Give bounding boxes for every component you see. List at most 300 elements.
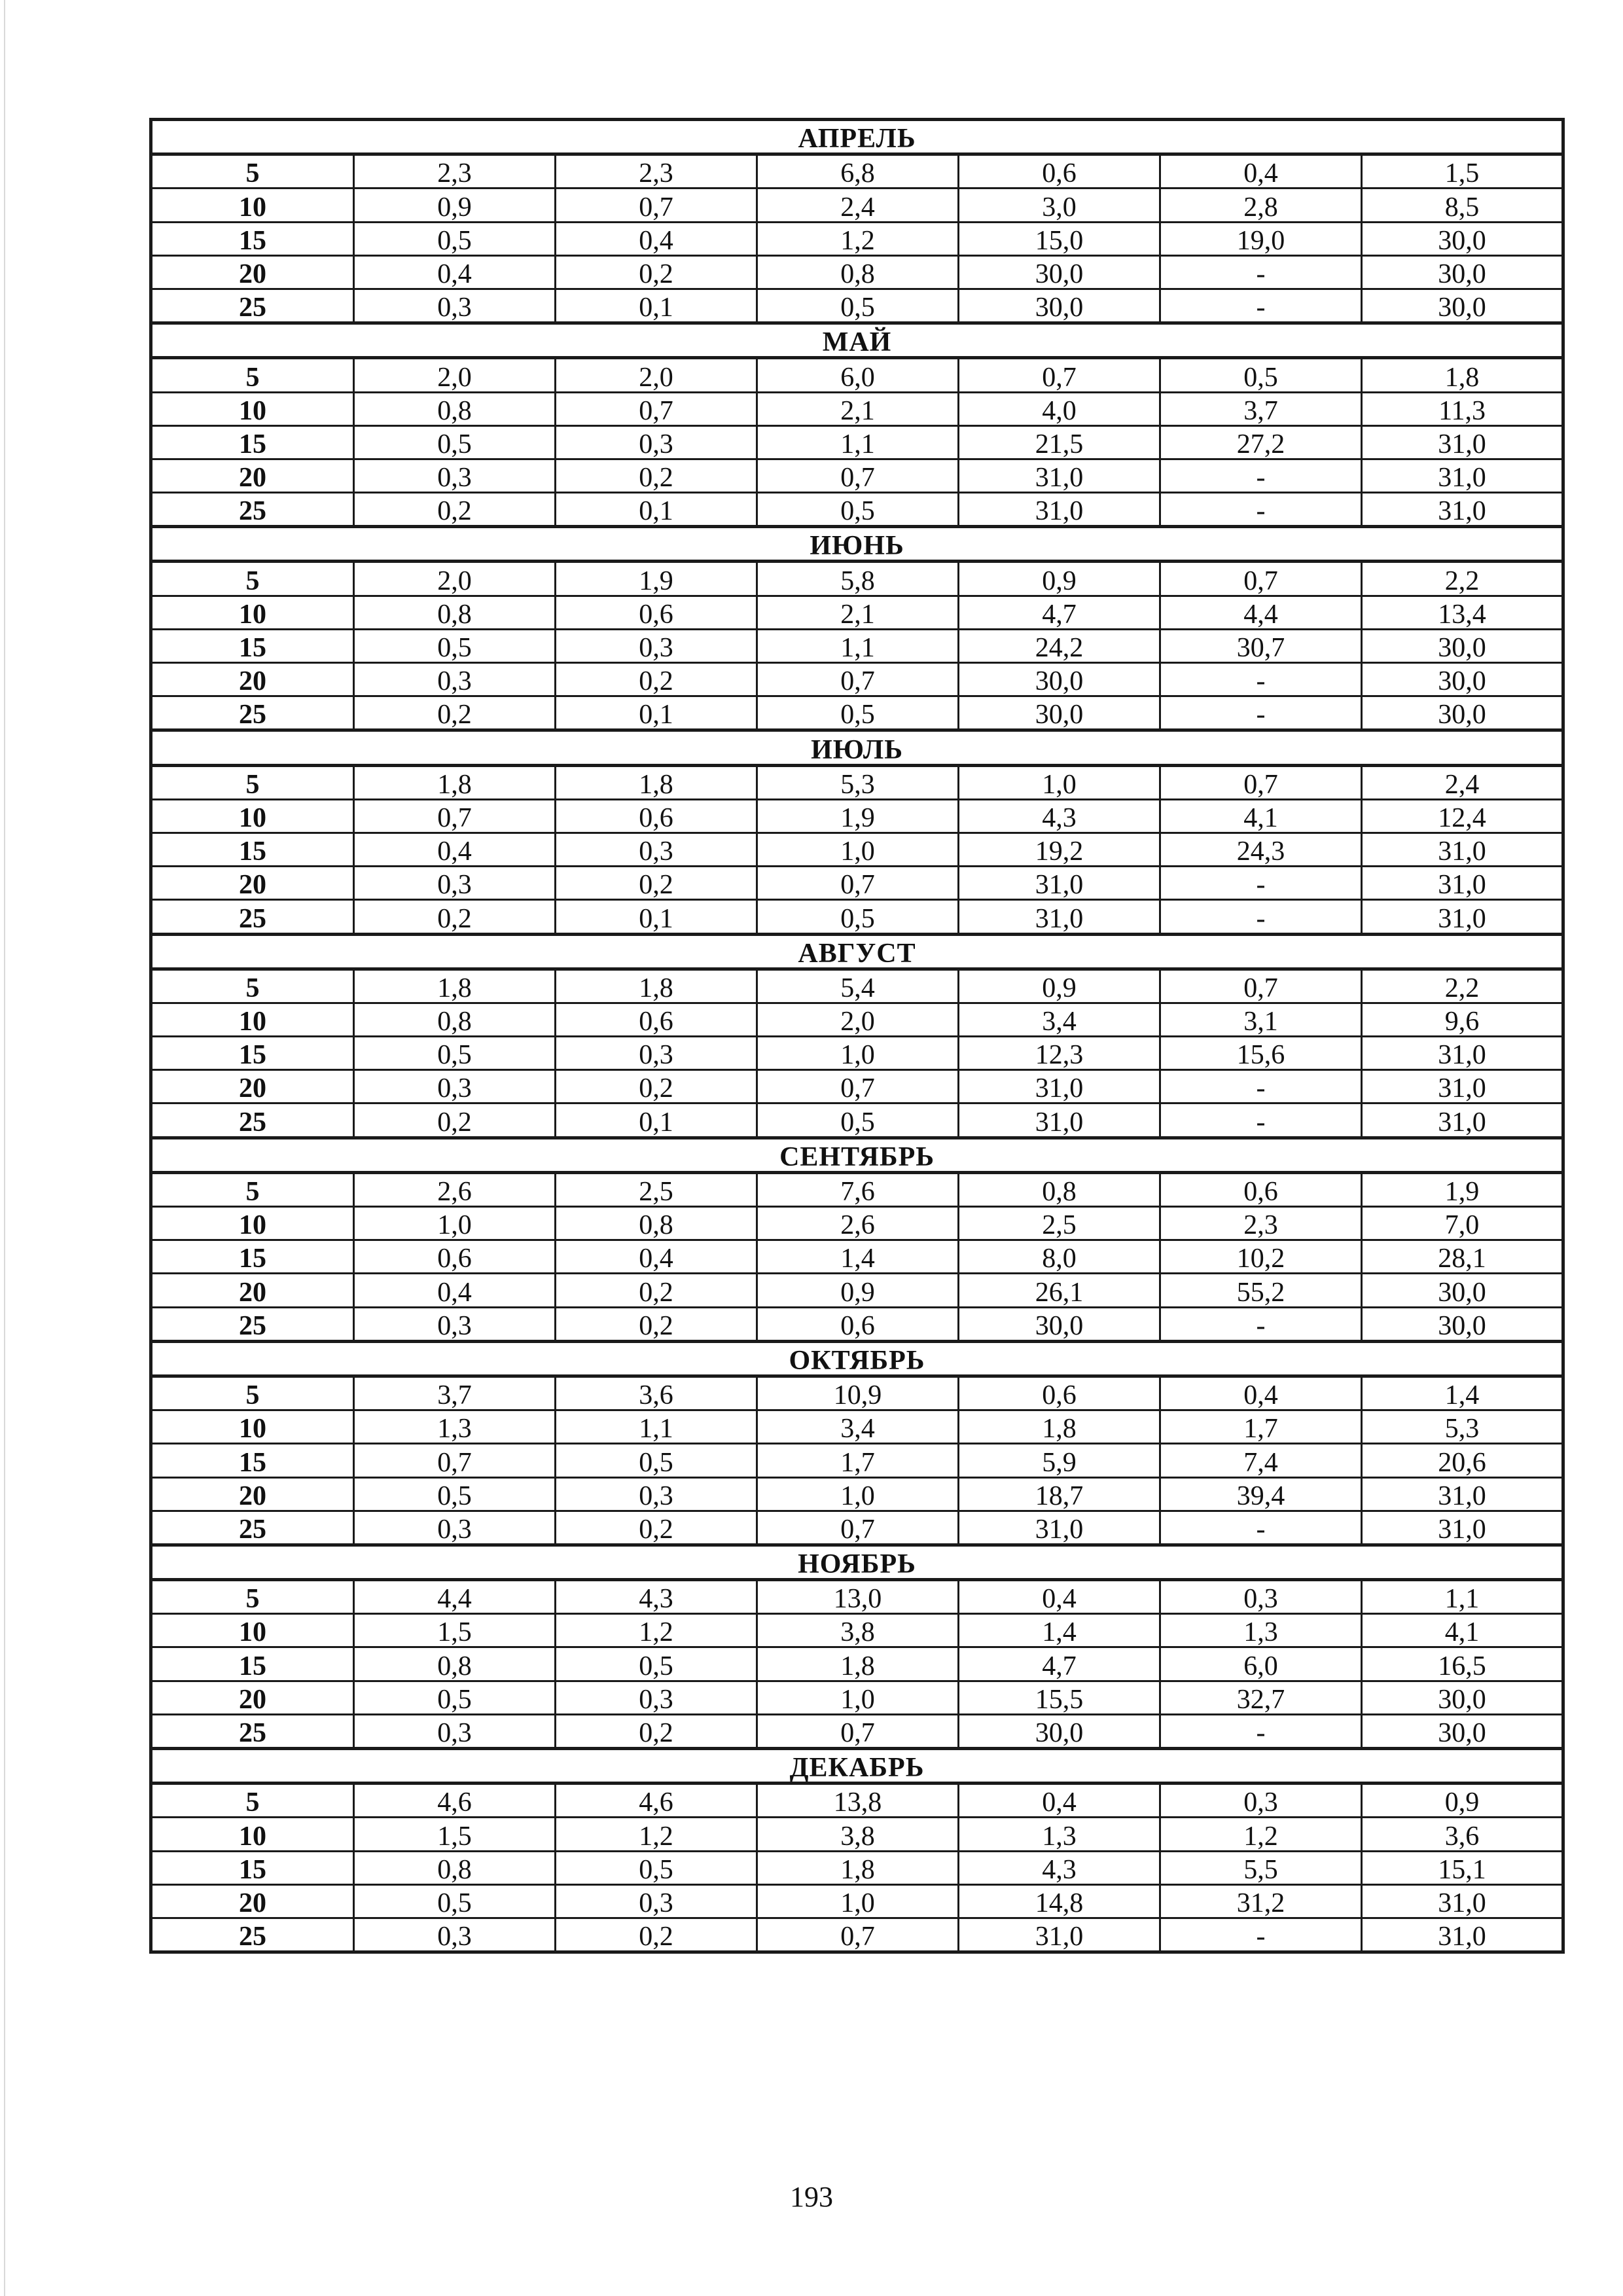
depth-cell: 10	[151, 1207, 354, 1240]
value-cell: 7,4	[1160, 1444, 1362, 1477]
value-cell: 0,4	[556, 1240, 757, 1274]
value-cell: 0,3	[354, 289, 556, 323]
value-cell: 0,7	[354, 799, 556, 833]
value-cell: 20,6	[1362, 1444, 1563, 1477]
value-cell: 0,2	[556, 867, 757, 900]
table-row	[151, 1477, 1563, 1511]
value-cell: 0,3	[354, 1511, 556, 1545]
value-cell: 31,0	[959, 1103, 1160, 1138]
value-cell: 0,3	[354, 663, 556, 696]
value-cell: 12,3	[959, 1037, 1160, 1070]
value-cell: 1,5	[1362, 154, 1563, 188]
depth-cell: 20	[151, 1274, 354, 1307]
table-row	[151, 1647, 1563, 1681]
value-cell: 39,4	[1160, 1477, 1362, 1511]
value-cell: 2,2	[1362, 562, 1563, 596]
value-cell: 1,8	[1362, 358, 1563, 392]
value-cell: 31,0	[959, 493, 1160, 527]
value-cell: -	[1160, 663, 1362, 696]
value-cell: 2,5	[556, 1172, 757, 1206]
value-cell: 0,4	[354, 833, 556, 866]
table-row	[151, 188, 1563, 222]
value-cell: 31,0	[1362, 1477, 1563, 1511]
value-cell: 30,0	[1362, 1307, 1563, 1341]
value-cell: 0,8	[757, 255, 959, 289]
value-cell: 0,6	[354, 1240, 556, 1274]
value-cell: 31,0	[1362, 493, 1563, 527]
table-row	[151, 255, 1563, 289]
value-cell: 2,3	[1160, 1207, 1362, 1240]
depth-cell: 5	[151, 1784, 354, 1818]
value-cell: 3,7	[1160, 392, 1362, 425]
value-cell: 0,7	[757, 1918, 959, 1952]
value-cell: 1,2	[1160, 1818, 1362, 1851]
value-cell: 0,7	[757, 1511, 959, 1545]
value-cell: 1,5	[354, 1818, 556, 1851]
value-cell: 19,2	[959, 833, 1160, 866]
value-cell: -	[1160, 1511, 1362, 1545]
value-cell: 32,7	[1160, 1681, 1362, 1714]
value-cell: 4,7	[959, 596, 1160, 629]
value-cell: 4,6	[354, 1784, 556, 1818]
value-cell: -	[1160, 1918, 1362, 1952]
month-title: АВГУСТ	[151, 934, 1563, 969]
value-cell: 30,0	[959, 289, 1160, 323]
value-cell: 0,4	[1160, 1376, 1362, 1410]
value-cell: 0,5	[757, 493, 959, 527]
value-cell: 0,7	[757, 1070, 959, 1103]
table-row	[151, 1003, 1563, 1036]
value-cell: 3,6	[556, 1376, 757, 1410]
value-cell: 0,2	[556, 1274, 757, 1307]
value-cell: 6,0	[757, 358, 959, 392]
value-cell: 0,5	[757, 289, 959, 323]
value-cell: 0,2	[556, 1511, 757, 1545]
depth-cell: 5	[151, 1376, 354, 1410]
value-cell: 28,1	[1362, 1240, 1563, 1274]
value-cell: 30,0	[1362, 289, 1563, 323]
table-row	[151, 1037, 1563, 1070]
value-cell: 5,3	[757, 765, 959, 799]
table-row	[151, 1376, 1563, 1410]
table-row	[151, 1103, 1563, 1138]
depth-cell: 25	[151, 1714, 354, 1748]
value-cell: 3,4	[757, 1410, 959, 1444]
value-cell: 0,8	[354, 1851, 556, 1884]
value-cell: 1,3	[959, 1818, 1160, 1851]
table-row	[151, 1444, 1563, 1477]
value-cell: 6,0	[1160, 1647, 1362, 1681]
depth-cell: 5	[151, 562, 354, 596]
value-cell: -	[1160, 289, 1362, 323]
value-cell: 0,3	[556, 1477, 757, 1511]
month-title: АПРЕЛЬ	[151, 120, 1563, 154]
table-row	[151, 1274, 1563, 1307]
depth-cell: 20	[151, 1477, 354, 1511]
month-header-row	[151, 323, 1563, 358]
value-cell: 0,2	[354, 1103, 556, 1138]
value-cell: 4,4	[354, 1580, 556, 1614]
value-cell: 15,5	[959, 1681, 1160, 1714]
table-row	[151, 425, 1563, 459]
value-cell: 3,4	[959, 1003, 1160, 1036]
value-cell: 30,0	[1362, 255, 1563, 289]
value-cell: 0,3	[556, 425, 757, 459]
table-row	[151, 1614, 1563, 1647]
value-cell: 30,0	[959, 255, 1160, 289]
value-cell: 0,6	[556, 799, 757, 833]
table-row	[151, 969, 1563, 1003]
value-cell: 0,3	[556, 1037, 757, 1070]
value-cell: 2,8	[1160, 188, 1362, 222]
value-cell: 0,7	[757, 663, 959, 696]
value-cell: 26,1	[959, 1274, 1160, 1307]
value-cell: 2,3	[354, 154, 556, 188]
value-cell: 31,0	[959, 900, 1160, 934]
depth-cell: 20	[151, 1070, 354, 1103]
depth-cell: 5	[151, 1172, 354, 1206]
table-row	[151, 1918, 1563, 1952]
value-cell: 19,0	[1160, 222, 1362, 255]
value-cell: 6,8	[757, 154, 959, 188]
value-cell: 3,0	[959, 188, 1160, 222]
value-cell: 1,0	[757, 1884, 959, 1918]
value-cell: 9,6	[1362, 1003, 1563, 1036]
value-cell: 1,8	[556, 969, 757, 1003]
value-cell: 0,2	[354, 493, 556, 527]
depth-cell: 15	[151, 629, 354, 662]
depth-cell: 5	[151, 1580, 354, 1614]
value-cell: 0,3	[354, 459, 556, 492]
value-cell: 0,7	[556, 188, 757, 222]
depth-cell: 25	[151, 696, 354, 730]
value-cell: 1,0	[757, 1477, 959, 1511]
table-row	[151, 562, 1563, 596]
value-cell: 0,5	[556, 1851, 757, 1884]
value-cell: 4,3	[959, 799, 1160, 833]
value-cell: 24,2	[959, 629, 1160, 662]
value-cell: 0,6	[556, 596, 757, 629]
table-row	[151, 900, 1563, 934]
depth-cell: 15	[151, 1240, 354, 1274]
value-cell: 15,6	[1160, 1037, 1362, 1070]
value-cell: 1,8	[757, 1851, 959, 1884]
value-cell: 0,3	[354, 1070, 556, 1103]
value-cell: 1,3	[354, 1410, 556, 1444]
value-cell: 1,0	[959, 765, 1160, 799]
month-title: СЕНТЯБРЬ	[151, 1138, 1563, 1172]
value-cell: 0,2	[556, 459, 757, 492]
depth-cell: 5	[151, 765, 354, 799]
depth-cell: 25	[151, 1918, 354, 1952]
value-cell: 30,0	[959, 1714, 1160, 1748]
value-cell: 0,6	[959, 1376, 1160, 1410]
value-cell: 3,6	[1362, 1818, 1563, 1851]
value-cell: 5,8	[757, 562, 959, 596]
month-header-row	[151, 730, 1563, 765]
value-cell: 1,8	[959, 1410, 1160, 1444]
value-cell: 2,0	[556, 358, 757, 392]
value-cell: 1,0	[757, 1681, 959, 1714]
value-cell: 0,7	[959, 358, 1160, 392]
value-cell: 0,3	[354, 867, 556, 900]
depth-cell: 25	[151, 493, 354, 527]
value-cell: 0,1	[556, 696, 757, 730]
value-cell: 1,4	[1362, 1376, 1563, 1410]
value-cell: 0,7	[1160, 765, 1362, 799]
value-cell: 30,0	[1362, 1274, 1563, 1307]
value-cell: 24,3	[1160, 833, 1362, 866]
value-cell: 0,4	[959, 1784, 1160, 1818]
value-cell: 0,5	[354, 425, 556, 459]
value-cell: 31,0	[1362, 1918, 1563, 1952]
table-row	[151, 154, 1563, 188]
depth-cell: 25	[151, 900, 354, 934]
table-row	[151, 596, 1563, 629]
value-cell: 2,6	[354, 1172, 556, 1206]
value-cell: 0,5	[354, 1477, 556, 1511]
value-cell: 21,5	[959, 425, 1160, 459]
value-cell: 0,5	[354, 1884, 556, 1918]
value-cell: -	[1160, 696, 1362, 730]
value-cell: 0,7	[757, 459, 959, 492]
value-cell: 0,5	[354, 1037, 556, 1070]
table-row	[151, 696, 1563, 730]
value-cell: 0,4	[959, 1580, 1160, 1614]
value-cell: 0,8	[354, 1647, 556, 1681]
value-cell: -	[1160, 1307, 1362, 1341]
depth-cell: 25	[151, 1103, 354, 1138]
value-cell: 1,5	[354, 1614, 556, 1647]
value-cell: 0,2	[556, 1070, 757, 1103]
value-cell: 0,8	[354, 392, 556, 425]
value-cell: 1,0	[354, 1207, 556, 1240]
value-cell: -	[1160, 1103, 1362, 1138]
value-cell: 1,9	[1362, 1172, 1563, 1206]
depth-cell: 20	[151, 867, 354, 900]
value-cell: 4,1	[1362, 1614, 1563, 1647]
depth-cell: 15	[151, 1647, 354, 1681]
value-cell: 0,4	[1160, 154, 1362, 188]
value-cell: 30,0	[959, 663, 1160, 696]
depth-cell: 10	[151, 596, 354, 629]
value-cell: -	[1160, 1714, 1362, 1748]
value-cell: 4,3	[959, 1851, 1160, 1884]
value-cell: 1,4	[959, 1614, 1160, 1647]
monthly-data-table	[149, 118, 1565, 1954]
depth-cell: 15	[151, 425, 354, 459]
table-row	[151, 833, 1563, 866]
value-cell: 0,2	[556, 1307, 757, 1341]
value-cell: 10,2	[1160, 1240, 1362, 1274]
value-cell: 1,1	[1362, 1580, 1563, 1614]
value-cell: 0,9	[354, 188, 556, 222]
value-cell: 0,5	[354, 222, 556, 255]
value-cell: 31,0	[959, 1918, 1160, 1952]
value-cell: 2,1	[757, 596, 959, 629]
value-cell: 4,1	[1160, 799, 1362, 833]
depth-cell: 5	[151, 154, 354, 188]
value-cell: 0,6	[556, 1003, 757, 1036]
table-body	[151, 120, 1563, 1952]
value-cell: 1,8	[757, 1647, 959, 1681]
table-row	[151, 493, 1563, 527]
value-cell: -	[1160, 1070, 1362, 1103]
depth-cell: 5	[151, 969, 354, 1003]
value-cell: 0,3	[1160, 1784, 1362, 1818]
value-cell: 4,7	[959, 1647, 1160, 1681]
value-cell: 0,2	[556, 1714, 757, 1748]
value-cell: 31,0	[1362, 1070, 1563, 1103]
value-cell: 8,0	[959, 1240, 1160, 1274]
depth-cell: 15	[151, 1851, 354, 1884]
value-cell: 5,9	[959, 1444, 1160, 1477]
depth-cell: 10	[151, 1410, 354, 1444]
value-cell: 7,0	[1362, 1207, 1563, 1240]
value-cell: 1,8	[354, 765, 556, 799]
value-cell: 30,0	[1362, 1714, 1563, 1748]
table-row	[151, 1207, 1563, 1240]
month-title: ОКТЯБРЬ	[151, 1341, 1563, 1376]
table-row	[151, 222, 1563, 255]
month-header-row	[151, 527, 1563, 562]
value-cell: 0,7	[556, 392, 757, 425]
value-cell: 1,1	[556, 1410, 757, 1444]
table-row	[151, 1818, 1563, 1851]
value-cell: -	[1160, 900, 1362, 934]
value-cell: 0,6	[959, 154, 1160, 188]
value-cell: 2,2	[1362, 969, 1563, 1003]
value-cell: 2,0	[354, 358, 556, 392]
value-cell: 0,3	[354, 1918, 556, 1952]
table-row	[151, 663, 1563, 696]
value-cell: 4,6	[556, 1784, 757, 1818]
depth-cell: 10	[151, 1818, 354, 1851]
value-cell: 31,0	[1362, 867, 1563, 900]
month-header-row	[151, 1545, 1563, 1579]
value-cell: 1,8	[354, 969, 556, 1003]
table-row	[151, 358, 1563, 392]
value-cell: 0,3	[556, 833, 757, 866]
value-cell: 0,2	[354, 696, 556, 730]
value-cell: 0,1	[556, 900, 757, 934]
value-cell: 11,3	[1362, 392, 1563, 425]
value-cell: 0,8	[354, 596, 556, 629]
value-cell: 31,0	[959, 1070, 1160, 1103]
table-row	[151, 765, 1563, 799]
table-row	[151, 289, 1563, 323]
depth-cell: 20	[151, 459, 354, 492]
table-row	[151, 392, 1563, 425]
value-cell: 0,7	[354, 1444, 556, 1477]
value-cell: 1,0	[757, 833, 959, 866]
value-cell: 14,8	[959, 1884, 1160, 1918]
value-cell: 3,8	[757, 1818, 959, 1851]
value-cell: 0,5	[556, 1647, 757, 1681]
value-cell: 27,2	[1160, 425, 1362, 459]
table-row	[151, 459, 1563, 492]
month-header-row	[151, 934, 1563, 969]
value-cell: 2,0	[354, 562, 556, 596]
value-cell: 31,0	[959, 1511, 1160, 1545]
value-cell: -	[1160, 867, 1362, 900]
value-cell: 30,7	[1160, 629, 1362, 662]
month-title: НОЯБРЬ	[151, 1545, 1563, 1579]
value-cell: 0,2	[354, 900, 556, 934]
depth-cell: 20	[151, 1884, 354, 1918]
value-cell: 0,8	[354, 1003, 556, 1036]
value-cell: 8,5	[1362, 188, 1563, 222]
table-row	[151, 867, 1563, 900]
value-cell: 1,1	[757, 629, 959, 662]
value-cell: 0,3	[556, 1681, 757, 1714]
month-title: ИЮНЬ	[151, 527, 1563, 562]
value-cell: 15,0	[959, 222, 1160, 255]
value-cell: 5,5	[1160, 1851, 1362, 1884]
table-row	[151, 629, 1563, 662]
value-cell: 4,0	[959, 392, 1160, 425]
depth-cell: 10	[151, 392, 354, 425]
value-cell: 0,3	[1160, 1580, 1362, 1614]
value-cell: 3,8	[757, 1614, 959, 1647]
table-row	[151, 1851, 1563, 1884]
value-cell: 4,4	[1160, 596, 1362, 629]
table-row	[151, 1784, 1563, 1818]
value-cell: 10,9	[757, 1376, 959, 1410]
value-cell: 2,5	[959, 1207, 1160, 1240]
value-cell: 1,7	[1160, 1410, 1362, 1444]
value-cell: 30,0	[959, 1307, 1160, 1341]
table-row	[151, 1714, 1563, 1748]
value-cell: 13,8	[757, 1784, 959, 1818]
scan-edge-line	[4, 0, 5, 2296]
value-cell: 2,6	[757, 1207, 959, 1240]
value-cell: 2,4	[1362, 765, 1563, 799]
depth-cell: 15	[151, 1037, 354, 1070]
table-row	[151, 1172, 1563, 1206]
value-cell: 0,3	[556, 1884, 757, 1918]
value-cell: 31,0	[1362, 833, 1563, 866]
value-cell: 2,3	[556, 154, 757, 188]
value-cell: 1,2	[757, 222, 959, 255]
table-row	[151, 1884, 1563, 1918]
value-cell: 31,2	[1160, 1884, 1362, 1918]
value-cell: 55,2	[1160, 1274, 1362, 1307]
month-title: ДЕКАБРЬ	[151, 1749, 1563, 1784]
value-cell: 0,4	[556, 222, 757, 255]
value-cell: 31,0	[959, 459, 1160, 492]
value-cell: 0,9	[1362, 1784, 1563, 1818]
value-cell: 0,7	[757, 867, 959, 900]
value-cell: 0,2	[556, 663, 757, 696]
depth-cell: 10	[151, 188, 354, 222]
value-cell: 30,0	[1362, 222, 1563, 255]
table-row	[151, 1240, 1563, 1274]
month-header-row	[151, 1341, 1563, 1376]
depth-cell: 15	[151, 1444, 354, 1477]
value-cell: 0,5	[354, 629, 556, 662]
depth-cell: 15	[151, 833, 354, 866]
value-cell: 0,8	[556, 1207, 757, 1240]
value-cell: 0,3	[354, 1714, 556, 1748]
value-cell: 31,0	[1362, 425, 1563, 459]
value-cell: 1,1	[757, 425, 959, 459]
value-cell: 1,0	[757, 1037, 959, 1070]
page-number: 193	[790, 2181, 833, 2213]
table-row	[151, 1410, 1563, 1444]
value-cell: 31,0	[1362, 459, 1563, 492]
value-cell: 31,0	[1362, 1103, 1563, 1138]
